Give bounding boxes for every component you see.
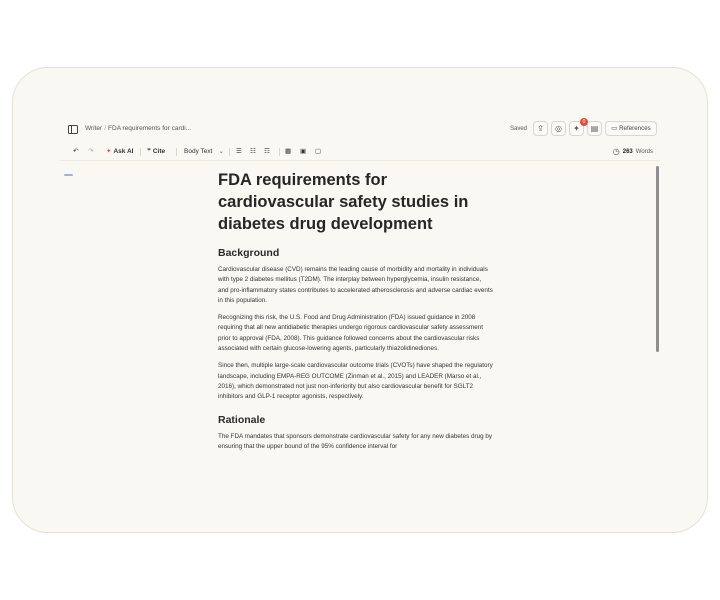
- checklist-icon: ☶: [264, 148, 270, 155]
- references-button[interactable]: [605, 121, 657, 136]
- word-count-label: Words: [635, 148, 653, 155]
- breadcrumb-separator: /: [104, 125, 107, 132]
- image-button[interactable]: [300, 147, 306, 155]
- references-label: References: [619, 125, 651, 132]
- cite-button[interactable]: [147, 147, 165, 155]
- numbered-list-button[interactable]: [250, 147, 256, 155]
- undo-icon: ↶: [73, 148, 79, 155]
- redo-button[interactable]: [88, 147, 93, 155]
- text-style-select[interactable]: [184, 147, 224, 155]
- toolbar-divider: [279, 148, 280, 156]
- paragraph[interactable]: Cardiovascular disease (CVD) remains the leading cause of morbidity and mortality in individuals with type 2 diabetes mellitus (T2DM). The interplay between hyperglycemia, insulin resistance, and pro-inflammatory states contributes to accelerated atherosclerosis and adverse cardiac events in this population.: [218, 266, 493, 304]
- bullet-list-button[interactable]: [236, 147, 242, 155]
- breadcrumb-app[interactable]: Writer: [85, 125, 103, 132]
- image-icon: ▣: [300, 148, 307, 155]
- quote-icon: ❞: [147, 148, 151, 155]
- settings-button[interactable]: [551, 121, 566, 136]
- paragraph[interactable]: The FDA mandates that sponsors demonstrate cardiovascular safety for any new diabetes drug by ensuring that the upper bound of the 95% confidence interval for: [218, 432, 493, 450]
- document-body[interactable]: [218, 169, 493, 459]
- table-button[interactable]: [285, 147, 291, 155]
- cite-label: Cite: [152, 147, 166, 155]
- scrollbar[interactable]: [656, 166, 659, 352]
- clock-icon: ◷: [612, 147, 620, 156]
- toolbar-divider: [176, 148, 177, 156]
- notification-badge: 0: [580, 118, 588, 126]
- toolbar-border: [60, 160, 660, 161]
- redo-icon: ↷: [88, 148, 94, 155]
- target-icon: ◎: [555, 124, 562, 133]
- breadcrumb: [85, 125, 191, 132]
- sidebar-toggle-icon[interactable]: [68, 125, 78, 134]
- breadcrumb-doc-title[interactable]: FDA requirements for cardi...: [108, 125, 192, 132]
- ask-ai-button[interactable]: [106, 147, 133, 155]
- table-icon: ▦: [285, 148, 292, 155]
- undo-button[interactable]: [73, 147, 78, 155]
- paragraph[interactable]: Since then, multiple large-scale cardiovascular outcome trials (CVOTs) have shaped the regulatory landscape, including EMPA-REG OUTCOME (Zinman et al., 2015) and LEADER (Marso et al., 2016), which demonstrated not just non-inferiority but also cardiovascular benefit for SGLT2 inhibitors and GLP-1 receptor agonists, respectively.: [218, 362, 493, 401]
- word-count: [613, 147, 653, 156]
- save-status: Saved: [510, 126, 528, 132]
- upload-icon: ⇪: [537, 124, 544, 133]
- checklist-button[interactable]: [264, 147, 270, 155]
- ai-sparkle-icon: ✦: [106, 148, 112, 155]
- embed-icon: ▢: [315, 148, 322, 155]
- top-bar: [13, 68, 707, 128]
- folder-icon: ▭: [611, 125, 618, 132]
- section-heading-background[interactable]: Background: [218, 247, 280, 259]
- document-icon: ▤: [590, 124, 599, 133]
- sparkle-icon: ✦: [573, 124, 580, 133]
- outline-marker[interactable]: [64, 174, 73, 176]
- bullet-list-icon: ☰: [236, 148, 242, 155]
- word-count-value: 263: [622, 148, 633, 155]
- section-heading-rationale[interactable]: Rationale: [218, 413, 266, 426]
- embed-button[interactable]: [315, 147, 321, 155]
- ask-ai-label: Ask AI: [113, 147, 134, 155]
- paragraph[interactable]: Recognizing this risk, the U.S. Food and Drug Administration (FDA) issued guidance in 2008 requiring that all new antidiabetic therapies undergo rigorous cardiovascular safety assessment prior to approval (FDA, 2008). This guidance followed concerns about the cardiovascular risks associated with certain glucose-lowering agents, particularly thiazolidinediones.: [218, 314, 483, 353]
- text-style-value: Body Text: [184, 147, 213, 155]
- toolbar-divider: [229, 148, 230, 156]
- document-button[interactable]: [587, 121, 602, 136]
- numbered-list-icon: ☷: [250, 148, 256, 155]
- share-button[interactable]: [533, 121, 548, 136]
- document-title[interactable]: FDA requirements for cardiovascular safety studies in diabetes drug development: [218, 171, 469, 233]
- chevron-down-icon: ⌄: [218, 148, 224, 155]
- toolbar-divider: [140, 148, 141, 156]
